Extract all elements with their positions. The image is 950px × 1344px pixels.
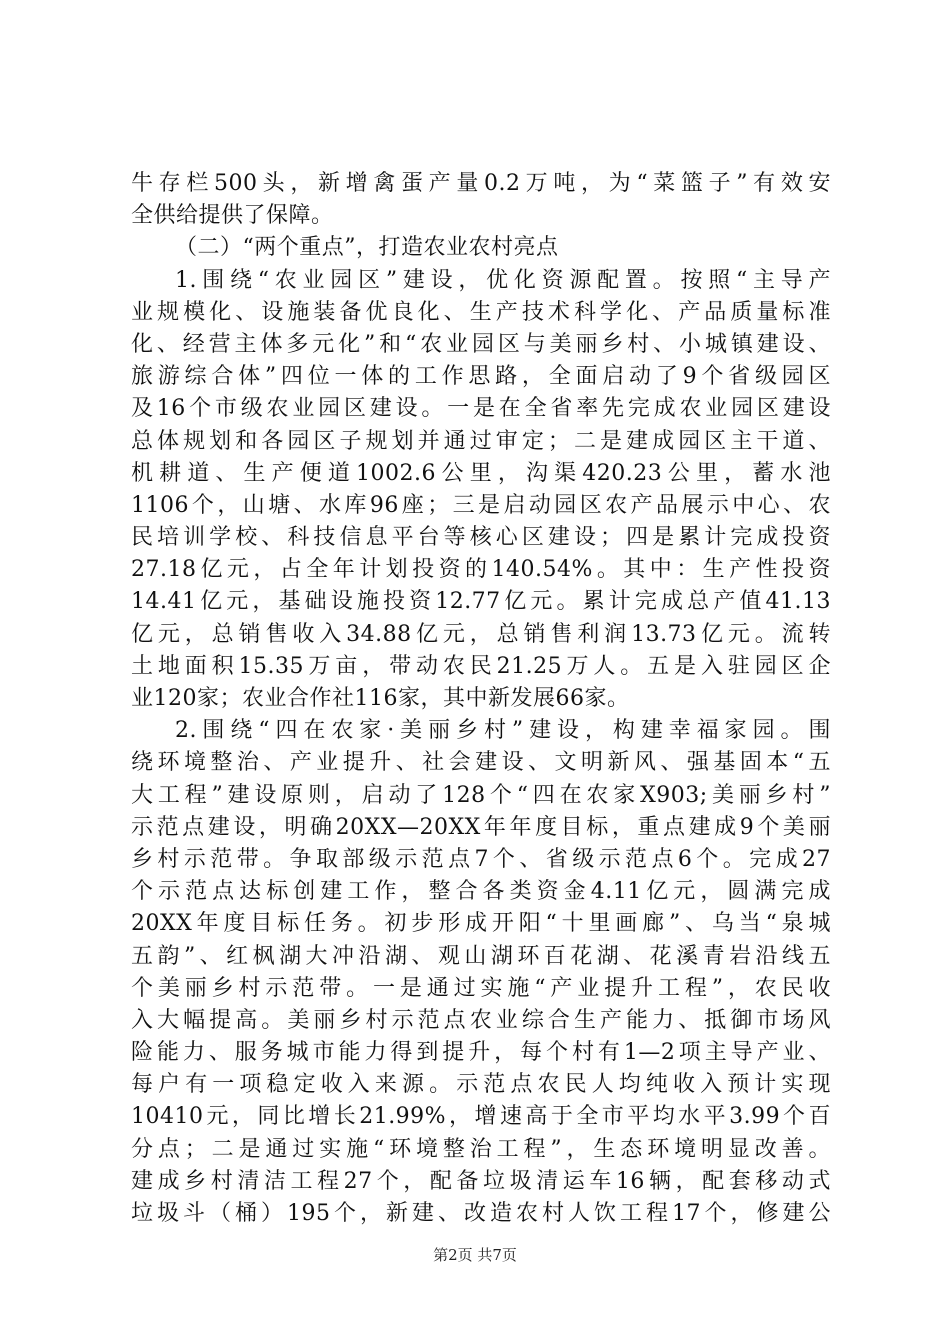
text-line: 示范点建设，明确20XX—20XX年年度目标，重点建成9个美丽 <box>131 814 831 840</box>
text-line: 牛存栏500头，新增禽蛋产量0.2万吨，为“菜篮子”有效安 <box>131 171 831 196</box>
page-footer <box>0 1244 950 1265</box>
text-line: 2.围绕“四在农家·美丽乡村”建设，构建幸福家园。围 <box>175 718 831 744</box>
text-line: 个美丽乡村示范带。一是通过实施“产业提升工程”，农民收 <box>131 975 831 1001</box>
text-line: 1106个，山塘、水库96座；三是启动园区农产品展示中心、农 <box>131 492 831 518</box>
text-line: 建成乡村清洁工程27个，配备垃圾清运车16辆，配套移动式 <box>131 1168 831 1194</box>
text-line: 机耕道、生产便道1002.6公里，沟渠420.23公里，蓄水池 <box>131 460 831 486</box>
document-body <box>131 168 831 1230</box>
text-line: 1.围绕“农业园区”建设，优化资源配置。按照“主导产 <box>175 267 831 293</box>
text-line: 土地面积15.35万亩，带动农民21.25万人。五是入驻园区企 <box>131 653 831 679</box>
section-heading: （二）“两个重点”，打造农业农村亮点 <box>175 235 559 261</box>
text-line: 亿元，总销售收入34.88亿元，总销售利润13.73亿元。流转 <box>131 621 831 647</box>
text-line: 每户有一项稳定收入来源。示范点农民人均纯收入预计实现 <box>131 1072 831 1098</box>
text-line: 垃圾斗（桶）195个，新建、改造农村人饮工程17个，修建公 <box>131 1201 831 1226</box>
text-line: 总体规划和各园区子规划并通过审定；二是建成园区主干道、 <box>131 428 831 454</box>
text-line: 14.41亿元，基础设施投资12.77亿元。累计完成总产值41.13 <box>131 589 831 615</box>
text-line: 五韵”、红枫湖大冲沿湖、观山湖环百花湖、花溪青岩沿线五 <box>131 943 831 969</box>
text-line: 入大幅提高。美丽乡村示范点农业综合生产能力、抵御市场风 <box>131 1007 831 1033</box>
text-line: 业120家；农业合作社116家，其中新发展66家。 <box>131 686 630 711</box>
text-line: 化、经营主体多元化”和“农业园区与美丽乡村、小城镇建设、 <box>131 331 831 357</box>
text-line: 20XX年度目标任务。初步形成开阳“十里画廊”、乌当“泉城 <box>131 911 831 937</box>
text-line: 民培训学校、科技信息平台等核心区建设；四是累计完成投资 <box>131 525 831 551</box>
page-number-label: 第2页 共7页 <box>433 1246 517 1264</box>
text-line: 乡村示范带。争取部级示范点7个、省级示范点6个。完成27 <box>131 846 831 872</box>
text-line: 个示范点达标创建工作，整合各类资金4.11亿元，圆满完成 <box>131 879 831 905</box>
text-line: 大工程”建设原则，启动了128个“四在农家X903;美丽乡村” <box>131 782 831 808</box>
text-line: 10410元，同比增长21.99%，增速高于全市平均水平3.99个百 <box>131 1104 831 1130</box>
text-line: 27.18亿元，占全年计划投资的140.54%。其中：生产性投资 <box>131 557 831 583</box>
text-line: 险能力、服务城市能力得到提升，每个村有1—2项主导产业、 <box>131 1040 831 1066</box>
text-line: 分点；二是通过实施“环境整治工程”，生态环境明显改善。 <box>131 1136 831 1162</box>
text-line: 旅游综合体”四位一体的工作思路，全面启动了9个省级园区 <box>131 364 831 390</box>
text-line: 业规模化、设施装备优良化、生产技术科学化、产品质量标准 <box>131 299 831 325</box>
text-line: 绕环境整治、产业提升、社会建设、文明新风、强基固本“五 <box>131 750 831 776</box>
text-line: 全供给提供了保障。 <box>131 203 334 229</box>
text-line: 及16个市级农业园区建设。一是在全省率先完成农业园区建设 <box>131 396 831 422</box>
